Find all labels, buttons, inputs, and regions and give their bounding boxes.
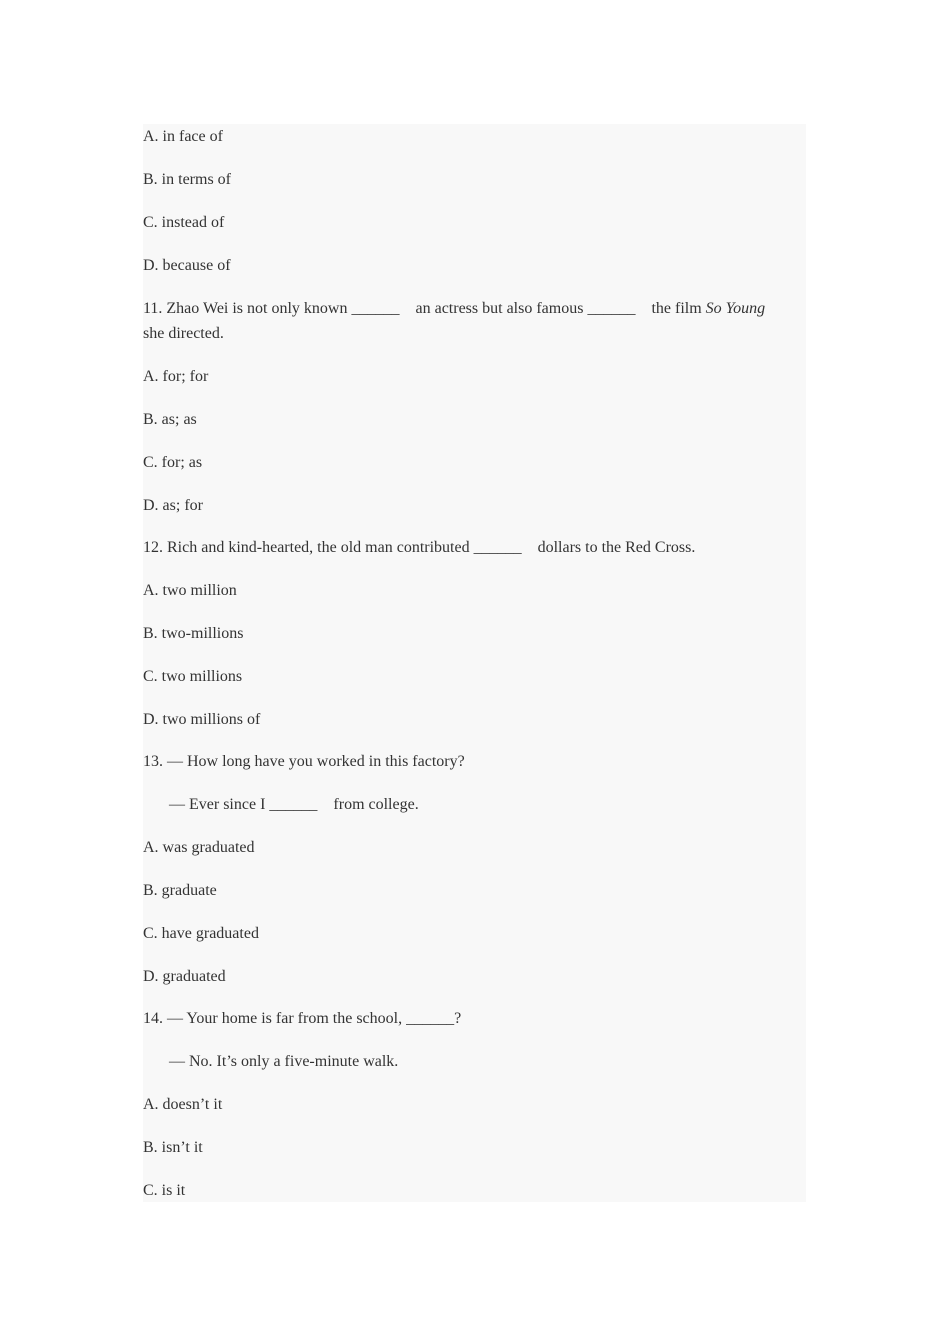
q11-text-4: she directed. — [143, 325, 224, 342]
q13-option-b: B. graduate — [143, 882, 217, 899]
q13-option-c: C. have graduated — [143, 925, 259, 942]
q11-film-title: So Young — [705, 300, 766, 317]
q13-option-a: A. was graduated — [143, 839, 255, 856]
q12-option-a: A. two million — [143, 582, 237, 599]
q13-reply-text-1: — Ever since I ______ — [169, 796, 318, 813]
q11-text-2: an actress but also famous ______ — [415, 300, 636, 317]
q10-option-c: C. instead of — [143, 214, 225, 231]
q14-reply: — No. It’s only a five-minute walk. — [169, 1053, 399, 1070]
q12-text-1: 12. Rich and kind-hearted, the old man contributed ______ — [143, 539, 522, 556]
q12-text-2: dollars to the Red Cross. — [537, 539, 696, 556]
q13-option-d: D. graduated — [143, 968, 226, 985]
q10-option-a: A. in face of — [143, 128, 223, 145]
q11-option-c: C. for; as — [143, 454, 203, 471]
q11-option-a: A. for; for — [143, 368, 209, 385]
q10-option-b: B. in terms of — [143, 171, 231, 188]
q12-option-d: D. two millions of — [143, 711, 261, 728]
q12-option-c: C. two millions — [143, 668, 243, 685]
q12-option-b: B. two-millions — [143, 625, 244, 642]
q14-option-c: C. is it — [143, 1182, 186, 1199]
q11-option-b: B. as; as — [143, 411, 197, 428]
q11-stem — [143, 296, 773, 346]
q11-text-1: 11. Zhao Wei is not only known ______ — [143, 300, 400, 317]
q11-text-3: the film — [651, 300, 706, 317]
q14-stem: 14. — Your home is far from the school, ______? — [143, 1010, 462, 1027]
question-content — [143, 124, 806, 1202]
q14-option-a: A. doesn’t it — [143, 1096, 223, 1113]
q13-stem: 13. — How long have you worked in this factory? — [143, 753, 465, 770]
q10-option-d: D. because of — [143, 257, 231, 274]
q13-reply-text-2: from college. — [333, 796, 419, 813]
q14-option-b: B. isn’t it — [143, 1139, 203, 1156]
q13-reply — [169, 792, 419, 817]
q11-option-d: D. as; for — [143, 497, 203, 514]
q12-stem — [143, 535, 695, 560]
